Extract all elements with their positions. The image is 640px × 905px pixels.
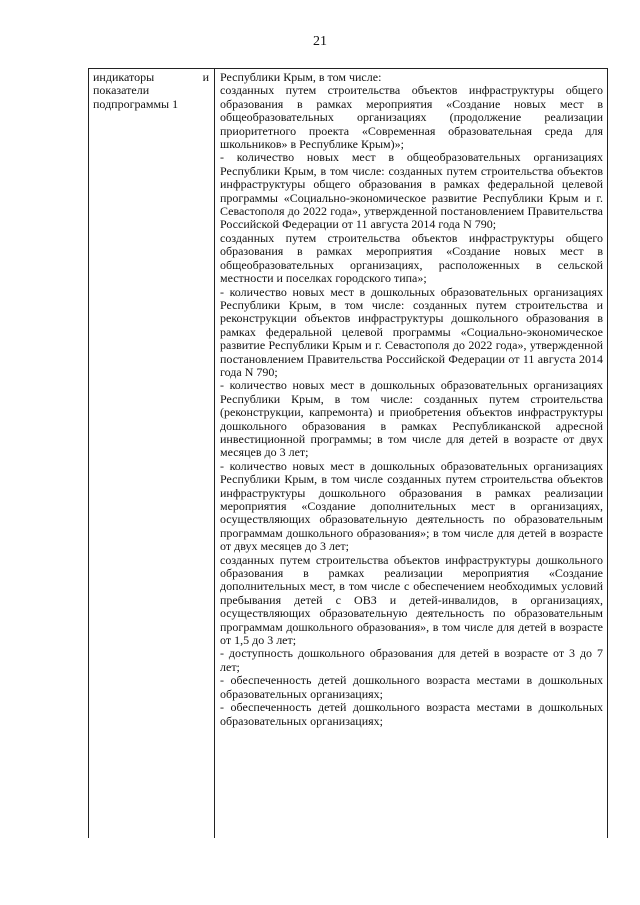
paragraph-11: - обеспеченность детей дошкольного возраста местами в дошкольных образовательных организациях; <box>220 700 603 728</box>
paragraph-5: - количество новых мест в дошкольных образовательных организациях Республики Крым, в том числе: созданных путем строительства и реконструкции объектов инфраструктуры дошкольного образования в рамках федеральной целевой программы «Социально-экономическое развитие Республики Крым и г. Севастополя до 2022 года», утвержденной постановлением Правительства Российской Федерации от 11 августа 2014 года N 790; <box>220 284 603 379</box>
row-label-conjunction: и <box>202 70 209 84</box>
page-number: 21 <box>313 34 327 49</box>
paragraph-8: созданных путем строительства объектов инфраструктуры дошкольного образования в рамках реализации мероприятия «Создание дополнительных мест, в том числе с обеспечением необходимых условий пребывания детей с ОВЗ и детей-инвалидов, в организациях, осуществляющих образовательную деятельность по образовательным программам дошкольного образования», в том числе для детей в возрасте от 1,5 до 3 лет; <box>220 552 603 648</box>
paragraph-10: - обеспеченность детей дошкольного возраста местами в дошкольных образовательных организациях; <box>220 673 603 701</box>
row-label-word: индикаторы <box>93 70 155 84</box>
paragraph-4: созданных путем строительства объектов инфраструктуры общего образования в рамках мероприятия «Создание новых мест в общеобразовательных организациях, расположенных в сельской местности и поселках городского типа»; <box>220 230 603 286</box>
row-label-line-3: подпрограммы 1 <box>93 96 179 111</box>
paragraph-3: - количество новых мест в общеобразовательных организациях Республики Крым, в том числе: созданных путем строительства объектов инфраструктуры общего образования в рамках федеральной целевой программы «Социально-экономическое развитие Республики Крым и г. Севастополя до 2022 года», утвержденной постановлением Правительства Российской Федерации от 11 августа 2014 года N 790; <box>220 150 603 232</box>
row-label-cell <box>93 71 209 111</box>
paragraph-9: - доступность дошкольного образования для детей в возрасте от 3 до 7 лет; <box>220 646 603 674</box>
indicators-table <box>88 68 608 838</box>
paragraph-6: - количество новых мест в дошкольных образовательных организациях Республики Крым, в том числе: созданных путем строительства (реконструкции, капремонта) и приобретения объектов инфраструктуры дошкольного образования в рамках Республиканской адресной инвестиционной программы; в том числе для детей в возрасте от двух месяцев до 3 лет; <box>220 378 603 460</box>
paragraph-2: созданных путем строительства объектов инфраструктуры общего образования в рамках мероприятия «Создание новых мест в общеобразовательных организациях (продолжение реализации приоритетного проекта «Современная образовательная среда для школьников» в Республике Крым)»; <box>220 83 603 152</box>
paragraph-1: Республики Крым, в том числе: <box>220 70 382 84</box>
row-content-cell <box>220 71 603 728</box>
paragraph-7: - количество новых мест в дошкольных образовательных организациях Республики Крым, в том числе созданных путем строительства объектов инфраструктуры дошкольного образования в рамках реализации мероприятия «Создание дополнительных мест в организациях, осуществляющих образовательную деятельность по образовательным программам дошкольного образования»; в том числе для детей в возрасте от двух месяцев до 3 лет; <box>220 458 603 554</box>
column-divider <box>214 69 215 838</box>
row-label-line-2: показатели <box>93 83 150 98</box>
row-label-line-1 <box>93 71 209 84</box>
